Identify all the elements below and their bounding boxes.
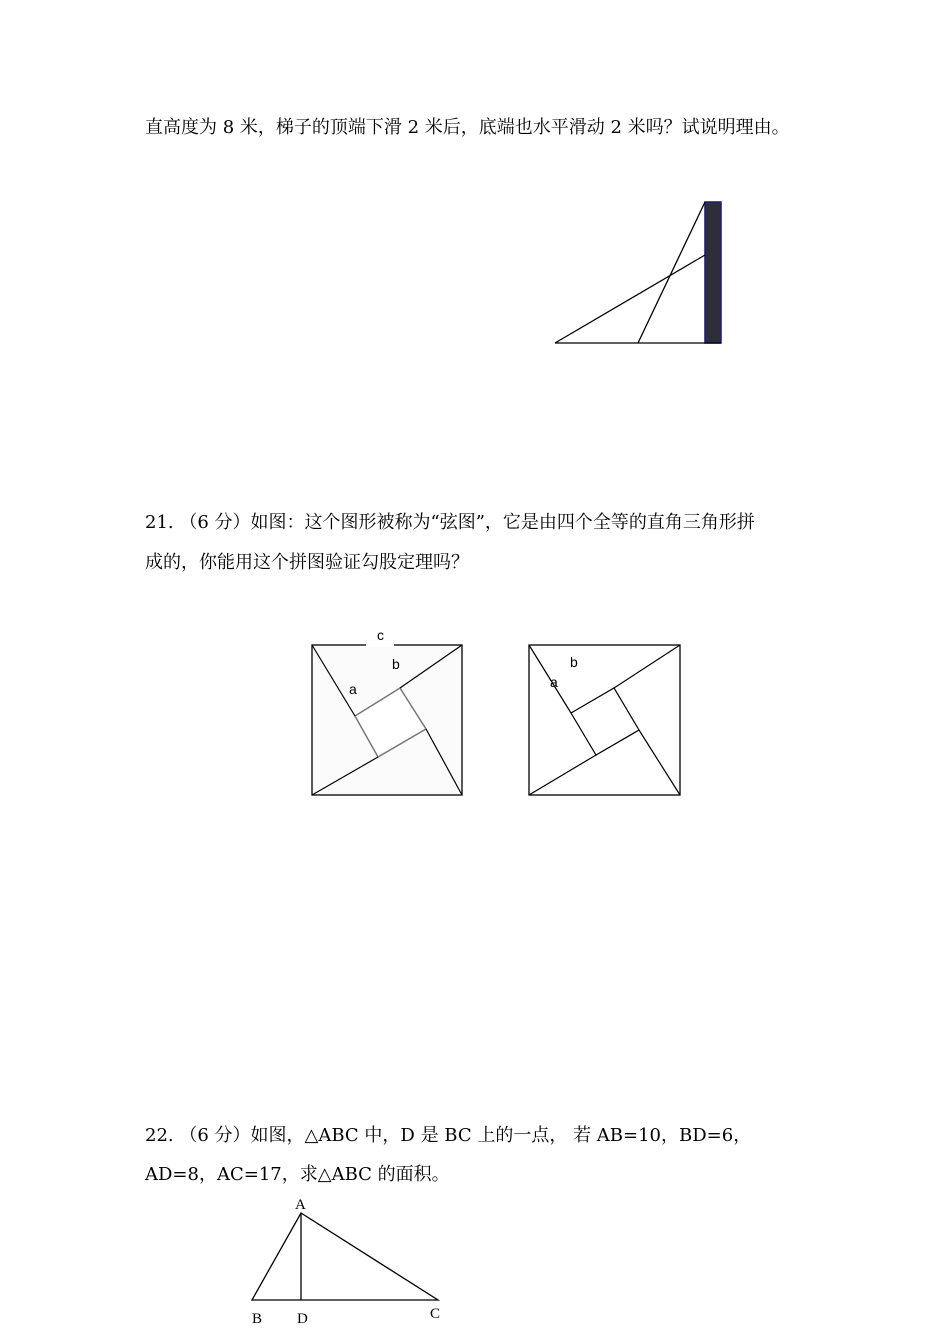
label-a-1: a [349,681,357,697]
label-b-1: b [392,656,400,672]
label-A: A [295,1197,306,1213]
q22-line1: 22. （6 分）如图，△ABC 中，D 是 BC 上的一点， 若 AB=10，BD=6， [145,1125,752,1146]
label-c: c [377,627,384,643]
q21-line2: 成的，你能用这个拼图验证勾股定理吗？ [145,552,469,573]
label-a-2: a [550,674,558,690]
q21-line1: 21. （6 分）如图：这个图形被称为“弦图”，它是由四个全等的直角三角形拼 [145,512,755,533]
label-C: C [430,1306,441,1322]
label-B: B [252,1311,263,1327]
q20-text-tail: 直高度为 8 米，梯子的顶端下滑 2 米后，底端也水平滑动 2 米吗？试说明理由。 [145,117,790,138]
q22-line2: AD=8，AC=17，求△ABC 的面积。 [145,1164,450,1185]
label-b-2: b [570,654,578,670]
label-D: D [297,1311,308,1327]
triangle-abc [252,1213,438,1300]
